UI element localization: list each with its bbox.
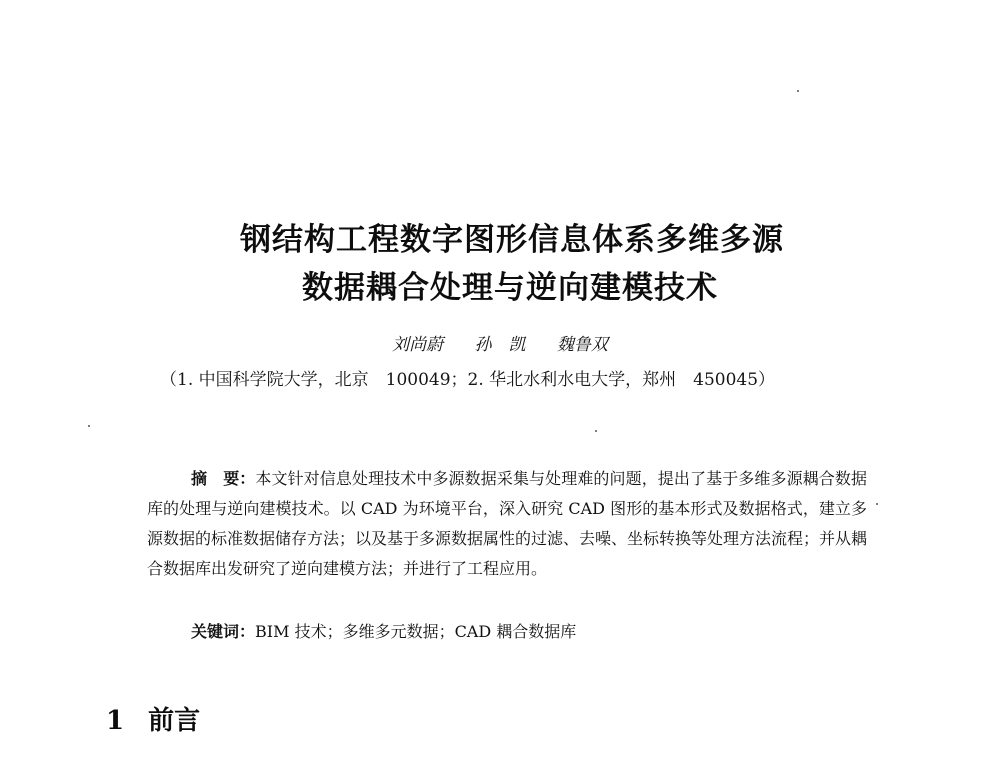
- section-heading: [106, 700, 200, 737]
- section-title: 前言: [148, 706, 201, 736]
- author-list: [0, 330, 1000, 355]
- keywords-label: 关键词：: [191, 622, 256, 641]
- author-name: 孙 凯: [474, 335, 526, 355]
- section-number: 1: [106, 706, 125, 736]
- scan-speck: [595, 430, 597, 432]
- author-affiliation: （1. 中国科学院大学，北京 100049；2. 华北水利水电大学，郑州 450045）: [160, 370, 776, 390]
- abstract-label: 摘 要：: [191, 469, 256, 488]
- author-name: 魏鲁双: [556, 335, 608, 355]
- keywords-text: BIM 技术；多维多元数据；CAD 耦合数据库: [255, 622, 577, 641]
- paper-title-line-1: 钢结构工程数字图形信息体系多维多源: [240, 222, 784, 258]
- paper-title-line-2: 数据耦合处理与逆向建模技术: [302, 270, 718, 306]
- abstract-text: 本文针对信息处理技术中多源数据采集与处理难的问题，提出了基于多维多源耦合数据库的处理与逆向建模技术。以 CAD 为环境平台，深入研究 CAD 图形的基本形式及数据格式，建立多源数据的标准数据储存方法；以及基于多源数据属性的过滤、去噪、坐标转换等处理方法流程；并从耦合数据库出发研究了逆向建模方法；并进行了工程应用。: [147, 469, 868, 578]
- scan-speck: [88, 425, 90, 427]
- author-name: 刘尚蔚: [392, 335, 444, 355]
- scan-speck: [797, 90, 799, 92]
- abstract: [147, 464, 867, 584]
- keywords: [191, 619, 871, 642]
- scan-speck: [876, 503, 878, 505]
